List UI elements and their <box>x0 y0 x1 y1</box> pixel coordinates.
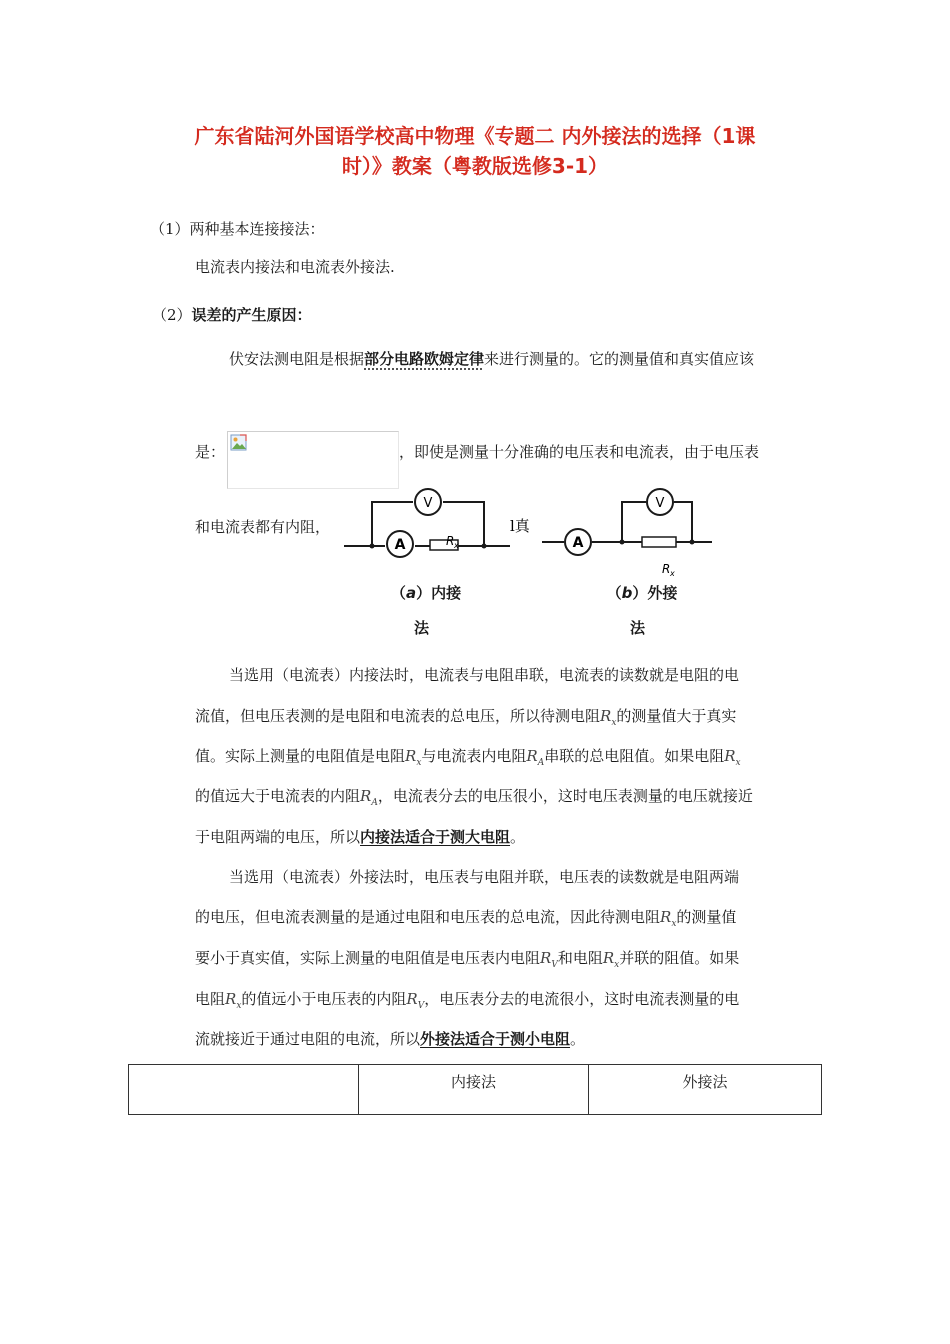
table-header-inner: 内接法 <box>359 1065 589 1115</box>
caption-b <box>592 582 692 638</box>
section2-heading-number: （2） <box>152 306 192 324</box>
rx-symbol <box>600 707 617 728</box>
x-sub: x <box>416 758 422 768</box>
r-letter: R <box>724 747 736 765</box>
comparison-table <box>128 1064 822 1115</box>
caption-a-letter: a <box>405 584 417 602</box>
section2-heading <box>152 305 312 325</box>
broken-image-icon <box>230 434 248 452</box>
outer-l5-b: 。 <box>570 1030 586 1048</box>
caption-b-paren: （ <box>606 584 622 602</box>
resistor-b <box>642 537 676 547</box>
rx-symbol <box>405 747 422 768</box>
rx-symbol <box>602 949 620 970</box>
r-letter: R <box>660 908 672 926</box>
a-sub: A <box>371 798 378 808</box>
ohm-text-a: 伏安法测电阻是根据 <box>229 350 365 368</box>
voltmeter-a-label: V <box>423 496 433 511</box>
section1-heading: （1）两种基本连接接法： <box>150 220 325 238</box>
x-sub: x <box>671 919 677 929</box>
outer-l3-c: 并联的阻值。如果 <box>619 949 740 967</box>
inner-l5-a: 于电阻两端的电压，所以 <box>195 828 361 846</box>
document-title <box>130 121 820 181</box>
circuit-diagrams <box>340 488 720 578</box>
ohm-paragraph-line1 <box>229 349 754 369</box>
x-sub: x <box>236 1001 242 1011</box>
outer-l3-b: 和电阻 <box>557 949 603 967</box>
caption-a-text: ）内接 <box>416 584 462 602</box>
inner-para-line2 <box>195 706 736 733</box>
r-letter: R <box>540 949 552 967</box>
outer-para-line2 <box>195 907 736 934</box>
ohm-text-b: 来进行测量的。它的测量值和真实值应该 <box>484 350 755 368</box>
outer-l5-a: 流就接近于通过电阻的电流，所以 <box>195 1030 421 1048</box>
caption-a-tail: 法 <box>414 619 430 637</box>
inner-para-line1: 当选用（电流表）内接法时，电流表与电阻串联，电流表的读数就是电阻的电 <box>229 666 740 684</box>
inner-l4-b: ，电流表分去的电压很小，这时电压表测量的电压就接近 <box>377 787 753 805</box>
r-letter: R <box>405 747 417 765</box>
outer-l4-a: 电阻 <box>195 990 226 1008</box>
formula-image-placeholder <box>227 431 399 489</box>
inner-l5-b: 。 <box>510 828 526 846</box>
x-sub: x <box>735 758 741 768</box>
table-header-blank <box>129 1065 359 1115</box>
outer-para-line4 <box>195 989 739 1016</box>
r-letter: R <box>406 990 418 1008</box>
r-letter: R <box>602 949 615 967</box>
rx-symbol <box>660 908 677 929</box>
inner-l4-a: 的值远大于电流表的内阻 <box>195 787 361 805</box>
x-sub: x <box>611 718 617 728</box>
table-header-row <box>129 1065 822 1115</box>
inner-conclusion-emphasis: 内接法适合于测大电阻 <box>360 828 511 846</box>
inner-l3-b: 与电流表内电阻 <box>421 747 527 765</box>
caption-a <box>376 582 476 638</box>
clipped-text: l真 <box>510 517 530 535</box>
outer-para-line3 <box>195 948 739 975</box>
outer-conclusion-emphasis: 外接法适合于测小电阻 <box>420 1030 571 1048</box>
rx-symbol <box>225 990 242 1011</box>
outer-l4-b: 的值远小于电压表的内阻 <box>241 990 407 1008</box>
r-letter: R <box>526 747 538 765</box>
voltmeter-b-label: V <box>655 496 665 511</box>
r-letter: R <box>360 787 372 805</box>
v-sub: V <box>551 960 558 970</box>
rv-symbol <box>540 949 558 970</box>
inner-l3-c: 串联的总电阻值。如果电阻 <box>544 747 725 765</box>
ammeter-b-label: A <box>572 535 584 551</box>
x-sub: x <box>614 960 620 970</box>
outer-l4-c: ，电压表分去的电流很小，这时电流表测量的电 <box>424 990 740 1008</box>
inner-l2-a: 流值，但电压表测的是电阻和电流表的总电压，所以待测电阻 <box>195 707 601 725</box>
r-letter: R <box>600 707 612 725</box>
inner-para-line3 <box>195 746 741 773</box>
resistor-b-sub: x <box>670 569 675 578</box>
ohm-paragraph-line2-a: 是： <box>195 443 226 461</box>
resistor-a-label: R <box>446 534 455 548</box>
inner-para-line4 <box>195 786 753 813</box>
ammeter-a-label: A <box>394 537 406 553</box>
caption-b-text: ）外接 <box>632 584 678 602</box>
ohm-paragraph-line2-b: ，即使是测量十分准确的电压表和电流表，由于电压表 <box>399 443 760 461</box>
ra-symbol <box>360 787 378 808</box>
inner-l2-b: 的测量值大于真实 <box>616 707 737 725</box>
ohm-paragraph-line3: 和电流表都有内阻， <box>195 518 331 536</box>
caption-b-letter: b <box>621 584 633 602</box>
r-letter: R <box>225 990 237 1008</box>
rx-symbol <box>724 747 741 768</box>
circuit-b-outer <box>542 489 712 555</box>
section2-heading-text: 误差的产生原因： <box>191 306 312 324</box>
resistor-a-sub: x <box>454 541 459 550</box>
rv-symbol <box>406 990 425 1011</box>
section1-text: 电流表内接法和电流表外接法. <box>195 258 395 276</box>
title-line-2: 时）》教案（粤教版选修3-1） <box>341 154 609 178</box>
outer-l2-a: 的电压，但电流表测量的是通过电阻和电压表的总电流，因此待测电阻 <box>195 908 661 926</box>
inner-para-line5 <box>195 827 525 847</box>
v-sub: V <box>417 1001 425 1011</box>
ohm-law-emphasis: 部分电路欧姆定律 <box>364 350 485 368</box>
inner-l3-a: 值。实际上测量的电阻值是电阻 <box>195 747 406 765</box>
ra-symbol <box>526 747 545 768</box>
caption-a-paren: （ <box>390 584 406 602</box>
outer-l2-b: 的测量值 <box>676 908 737 926</box>
caption-b-tail: 法 <box>630 619 646 637</box>
title-line-1: 广东省陆河外国语学校高中物理《专题二 内外接法的选择（1课 <box>194 124 756 148</box>
resistor-b-label: R <box>662 562 671 576</box>
a-sub: A <box>537 758 545 768</box>
outer-l3-a: 要小于真实值，实际上测量的电阻值是电压表内电阻 <box>195 949 541 967</box>
table-header-outer: 外接法 <box>589 1065 822 1115</box>
outer-para-line5 <box>195 1029 585 1049</box>
outer-para-line1: 当选用（电流表）外接法时，电压表与电阻并联，电压表的读数就是电阻两端 <box>229 868 740 886</box>
